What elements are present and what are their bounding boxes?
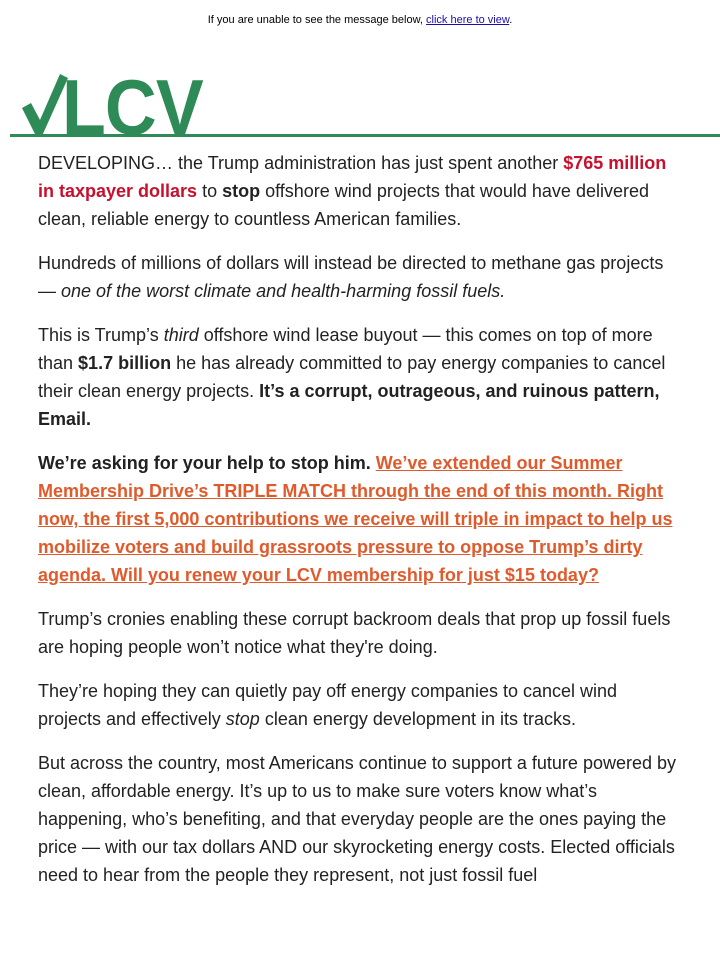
p3-text-3: he has already committed to pay energy companies to cancel their clean energy projects. [38, 353, 666, 401]
lcv-logo[interactable] [0, 34, 720, 151]
p4-bold: We’re asking for your help to stop him. [38, 453, 371, 473]
p6-text-2: clean energy development in its tracks. [259, 709, 576, 729]
p3-text-2: offshore wind lease buyout — this comes on top of more than [38, 325, 653, 373]
paragraph-cta [38, 449, 682, 589]
paragraph-methane [38, 249, 682, 305]
p2-text: Hundreds of millions of dollars will instead be directed to methane gas projects — [38, 253, 664, 301]
logo-wordmark: LCV [62, 63, 203, 151]
p1-stop: stop [222, 181, 261, 201]
p1-text: DEVELOPING… the Trump administration has just spent another [38, 153, 564, 173]
p3-text: This is Trump’s [38, 325, 164, 345]
email-body [0, 137, 720, 889]
p3-amount: $1.7 billion [78, 353, 172, 373]
paragraph-country: But across the country, most Americans continue to support a future powered by clean, affordable energy. It’s up to us to make sure voters know what’s happening, who’s benefiting, and that everyday people are the ones paying the price — with our tax dollars AND our skyrocketing energy costs. Elected officials need to hear from the people they represent, not just fossil fuel [38, 753, 676, 885]
preheader-end: . [509, 14, 513, 26]
p3-third: third [163, 325, 199, 345]
p1-text-2: to [197, 181, 223, 201]
p6-stop: stop [225, 709, 260, 729]
donate-link[interactable]: We’ve extended our Summer Membership Drive’s TRIPLE MATCH through the end of this month. Right now, the first 5,000 contributions we receive will triple in impact to help us mobilize voters and build grassroots pressure to oppose Trump’s dirty agenda. Will you renew your LCV membership for just $15 today? [38, 453, 673, 585]
preheader-text: If you are unable to see the message below, [207, 14, 427, 26]
p3-bold-end: It’s a corrupt, outrageous, and ruinous pattern, Email. [38, 381, 660, 429]
paragraph-hoping [38, 677, 682, 733]
preheader [0, 0, 720, 34]
view-in-browser-link[interactable]: click here to view [426, 14, 510, 26]
p6-text: They’re hoping they can quietly pay off energy companies to cancel wind projects and effectively [38, 681, 618, 729]
paragraph-cronies: Trump’s cronies enabling these corrupt backroom deals that prop up fossil fuels are hoping people won’t notice what they're doing. [38, 609, 671, 657]
paragraph-intro [38, 149, 682, 233]
paragraph-buyout [38, 321, 682, 433]
p1-amount: $765 million in taxpayer dollars [38, 153, 667, 201]
p1-text-3: offshore wind projects that would have delivered clean, reliable energy to countless American families. [38, 181, 649, 229]
p2-italic: one of the worst climate and health-harming fossil fuels. [61, 281, 506, 301]
